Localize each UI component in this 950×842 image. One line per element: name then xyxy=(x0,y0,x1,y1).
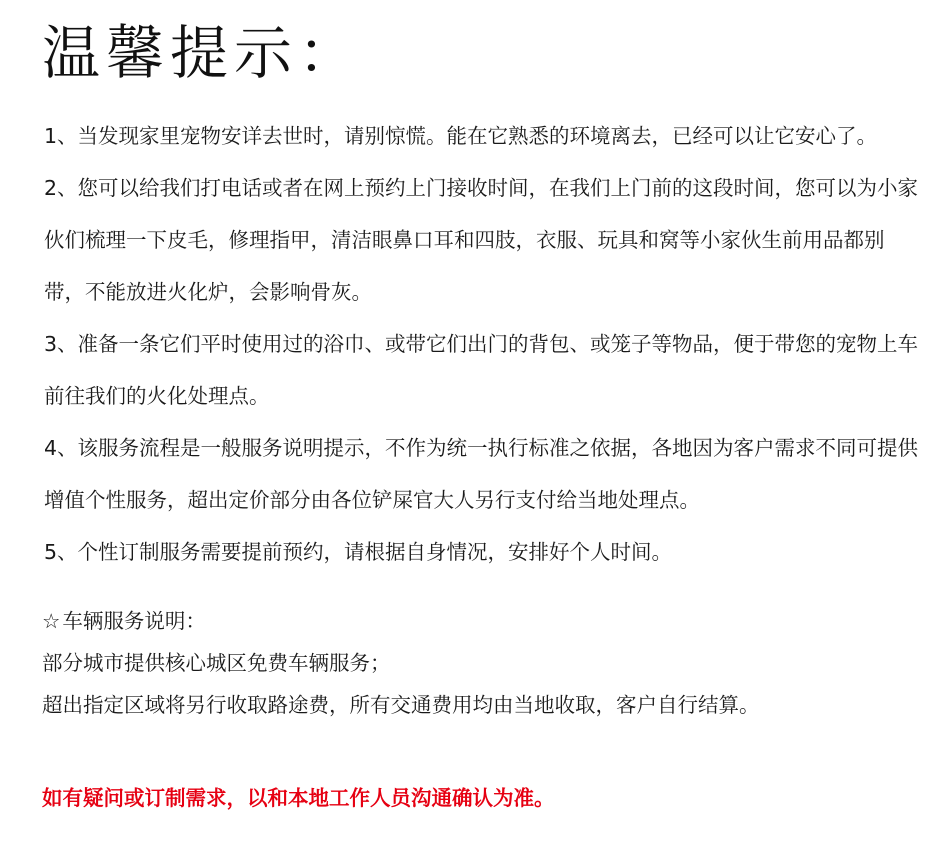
vehicle-heading xyxy=(42,600,922,642)
tip-item: 2、您可以给我们打电话或者在网上预约上门接收时间，在我们上门前的这段时间，您可以为小家伙们梳理一下皮毛，修理指甲，清洁眼鼻口耳和四肢，衣服、玩具和窝等小家伙生前用品都别带，不能放进火化炉，会影响骨灰。 xyxy=(44,176,919,304)
vehicle-heading-text: 车辆服务说明： xyxy=(62,609,206,633)
tip-item: 3、准备一条它们平时使用过的浴巾、或带它们出门的背包、或笼子等物品，便于带您的宠物上车前往我们的火化处理点。 xyxy=(44,332,919,408)
vehicle-line: 超出指定区域将另行收取路途费，所有交通费用均由当地收取，客户自行结算。 xyxy=(42,693,760,717)
tip-item: 5、个性订制服务需要提前预约，请根据自身情况，安排好个人时间。 xyxy=(44,540,673,564)
tip-item: 1、当发现家里宠物安详去世时，请别惊慌。能在它熟悉的环境离去，已经可以让它安心了。 xyxy=(44,124,878,148)
vehicle-line: 部分城市提供核心城区免费车辆服务； xyxy=(42,651,391,675)
tip-item: 4、该服务流程是一般服务说明提示，不作为统一执行标准之依据，各地因为客户需求不同可提供增值个性服务，超出定价部分由各位铲屎官大人另行支付给当地处理点。 xyxy=(44,436,919,512)
tips-list xyxy=(44,110,924,578)
page-title: 温馨提示： xyxy=(42,19,363,87)
star-icon: ☆ xyxy=(42,609,61,633)
contact-notice: 如有疑问或订制需求，以和本地工作人员沟通确认为准。 xyxy=(42,786,555,810)
vehicle-service-section xyxy=(42,600,922,726)
